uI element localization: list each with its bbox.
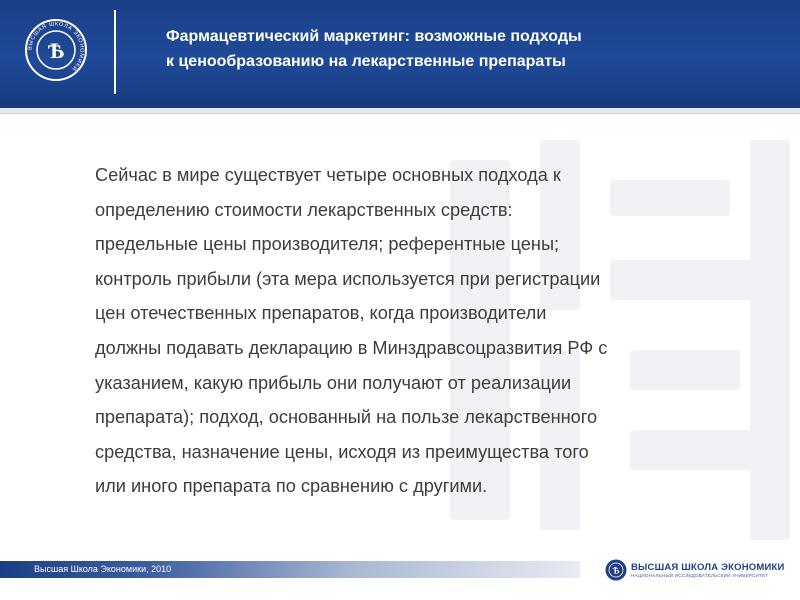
footer-copyright: Высшая Школа Экономики, 2010 — [34, 564, 172, 574]
body-line-3: предельные цены производителя; референтные цены; — [95, 234, 560, 255]
body-line-8: препарата); подход, основанный на пользе лекарственного — [95, 407, 598, 428]
footer-org-name: ВЫСШАЯ ШКОЛА ЭКОНОМИКИ — [631, 562, 785, 573]
footer-org-subtitle: НАЦИОНАЛЬНЫЙ ИССЛЕДОВАТЕЛЬСКИЙ УНИВЕРСИТЕТ — [631, 573, 769, 578]
small-emblem-monogram: Ѣ — [612, 565, 620, 576]
body-line-4: контроль прибыли (эта мера используется при регистрации — [95, 268, 601, 289]
header-vertical-divider — [114, 10, 116, 94]
body-line-1: Сейчас в мире существует четыре основных подхода к — [95, 165, 561, 185]
slide-title-line-2: к ценообразованию на лекарственные препараты — [166, 53, 566, 70]
header-divider-rule — [0, 108, 800, 114]
body-line-6: должны подавать декларацию в Минздравсоцразвития РФ с — [95, 337, 608, 358]
slide-title — [166, 24, 766, 74]
body-line-7: указанием, какую прибыль они получают от реализации — [95, 372, 572, 393]
body-line-5: цен отечественных препаратов, когда производители — [95, 303, 547, 324]
hse-small-emblem-icon — [605, 559, 627, 581]
slide-title-line-1: Фармацевтический маркетинг: возможные подходы — [166, 28, 582, 45]
body-paragraph — [95, 158, 715, 504]
body-line-10: или иного препарата по сравнению с другими. — [95, 476, 488, 497]
body-line-2: определению стоимости лекарственных средств: — [95, 199, 513, 220]
emblem-ring-text: ВЫСШАЯ ШКОЛА ЭКОНОМИКИ — [27, 21, 85, 72]
hse-emblem-icon — [24, 18, 88, 82]
body-line-9: средства, назначение цены, исходя из преимущества того — [95, 441, 589, 462]
emblem-monogram: Ѣ — [47, 38, 65, 63]
